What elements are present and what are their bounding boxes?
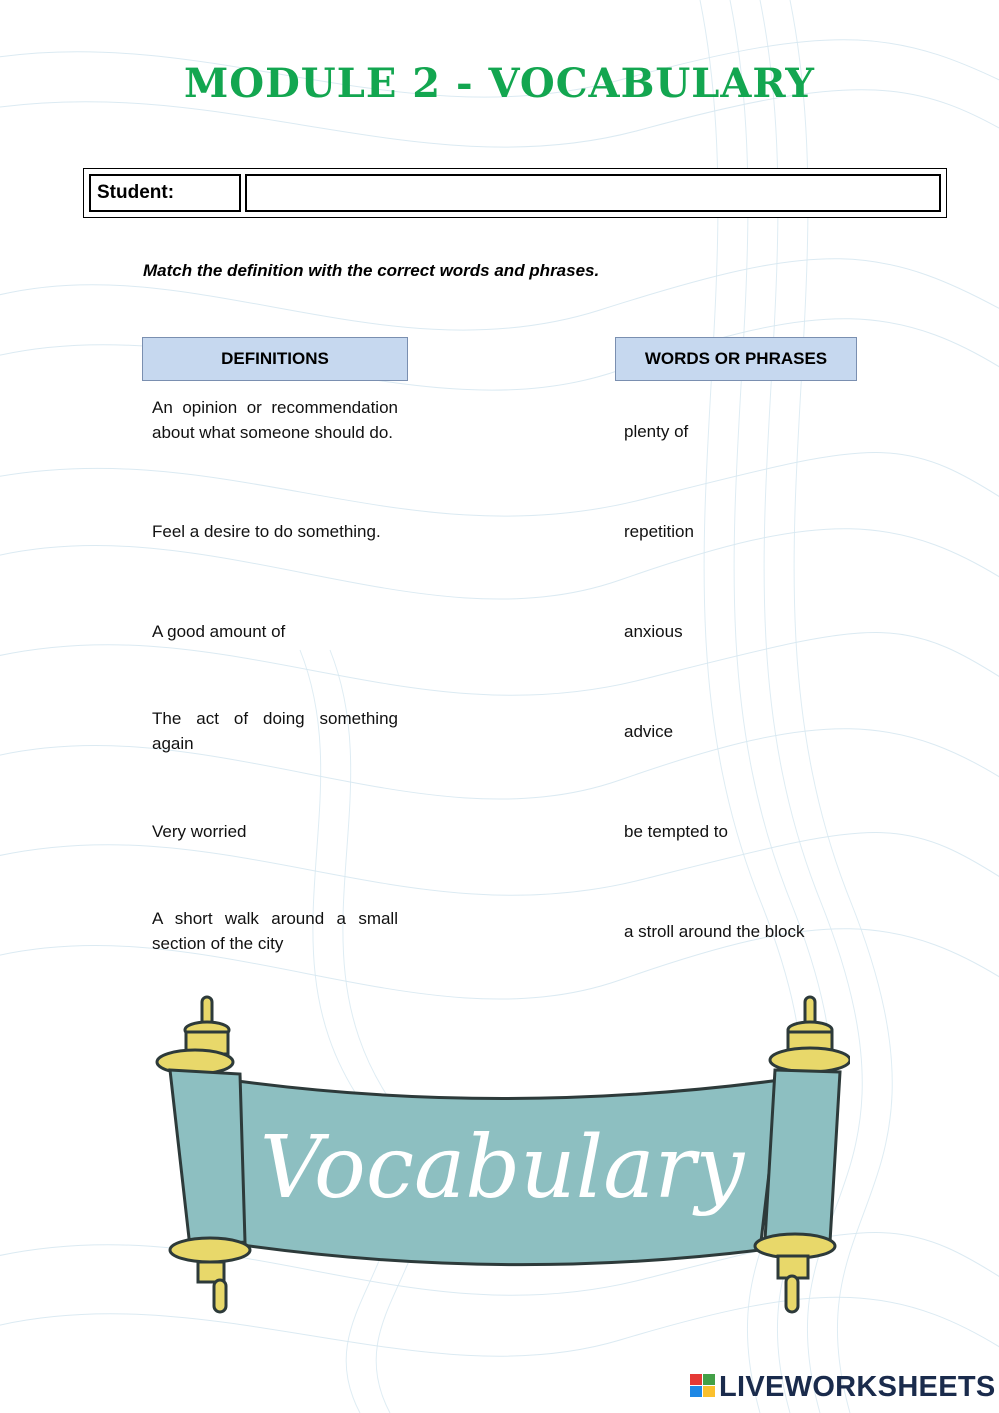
word-item[interactable]: plenty of (624, 422, 689, 441)
liveworksheets-logo-icon (690, 1372, 716, 1400)
student-label: Student: (89, 174, 241, 212)
student-name-field[interactable] (245, 174, 941, 212)
instruction-text: Match the definition with the correct words and phrases. (143, 261, 600, 280)
student-row (83, 168, 947, 218)
word-item[interactable]: a stroll around the block (624, 922, 805, 941)
definition-item[interactable]: Very worried (152, 822, 247, 841)
word-item[interactable]: advice (624, 722, 674, 741)
word-item[interactable]: repetition (624, 522, 694, 541)
words-header: WORDS OR PHRASES (615, 337, 857, 381)
definitions-header: DEFINITIONS (142, 337, 408, 381)
word-item[interactable]: anxious (624, 622, 683, 641)
definition-item[interactable]: A good amount of (152, 622, 286, 641)
brand-name: LIVEWORKSHEETS (719, 1371, 996, 1403)
right-scroll-roller (755, 997, 850, 1312)
banner-text: Vocabulary (259, 1118, 745, 1218)
left-scroll-roller (157, 997, 250, 1312)
page-title: MODULE 2 - VOCABULARY (184, 60, 815, 107)
vocabulary-scroll-banner (150, 992, 850, 1322)
definition-item[interactable]: Feel a desire to do something. (152, 522, 381, 541)
word-item[interactable]: be tempted to (624, 822, 728, 841)
definition-item[interactable]: The act of doing something again (152, 709, 398, 753)
definition-item[interactable]: An opinion or recommendation about what someone should do. (152, 398, 398, 442)
definition-item[interactable]: A short walk around a small section of the city (152, 909, 398, 953)
